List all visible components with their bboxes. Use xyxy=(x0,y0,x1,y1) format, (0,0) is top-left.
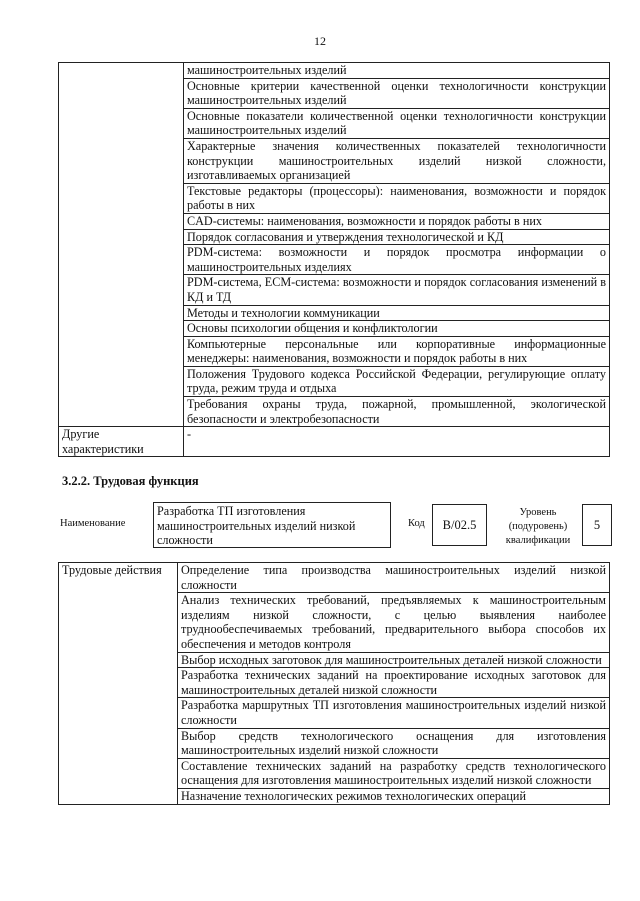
knowledge-item: CAD-системы: наименования, возможности и порядок работы в них xyxy=(184,213,610,229)
labor-action-item: Выбор исходных заготовок для машиностроительных деталей низкой сложности xyxy=(178,652,610,668)
labor-action-item: Составление технических заданий на разработку средств технологического оснащения для изготовления машиностроительных изделий низкой сложности xyxy=(178,758,610,788)
knowledge-table xyxy=(58,62,610,457)
labor-actions-table xyxy=(58,562,610,805)
page-number: 12 xyxy=(314,34,326,48)
knowledge-item: Основные показатели количественной оценки технологичности конструкции машиностроительных изделий xyxy=(184,108,610,138)
labor-actions-label: Трудовые действия xyxy=(59,563,178,805)
knowledge-item: Основы психологии общения и конфликтологии xyxy=(184,321,610,337)
knowledge-item: машиностроительных изделий xyxy=(184,63,610,79)
labor-action-item: Разработка маршрутных ТП изготовления машиностроительных изделий низкой сложности xyxy=(178,698,610,728)
knowledge-item: PDM-система, ECM-система: возможности и порядок согласования изменений в КД и ТД xyxy=(184,275,610,305)
knowledge-item: Требования охраны труда, пожарной, промышленной, экологической безопасности и электробезопасности xyxy=(184,397,610,427)
knowledge-item: Компьютерные персональные или корпоративные информационные менеджеры: наименования, возможности и порядок работы в них xyxy=(184,336,610,366)
knowledge-item: Порядок согласования и утверждения технологической и КД xyxy=(184,229,610,245)
table-row xyxy=(59,63,610,79)
table-row xyxy=(59,427,610,457)
knowledge-item: Основные критерии качественной оценки технологичности конструкции машиностроительных изделий xyxy=(184,78,610,108)
code-label: Код xyxy=(408,518,425,529)
labor-action-item: Определение типа производства машиностроительных изделий низкой сложности xyxy=(178,563,610,593)
name-label: Наименование xyxy=(60,518,126,529)
knowledge-item: Методы и технологии коммуникации xyxy=(184,305,610,321)
level-label: Уровень (подуровень) квалификации xyxy=(505,507,571,546)
row-label-empty xyxy=(59,63,184,427)
labor-action-item: Анализ технических требований, предъявляемых к машиностроительным изделиям низкой сложности, с целью выявления наиболее труднообеспечиваемых требований, предварительного выбора способов их обеспечения и методов контроля xyxy=(178,593,610,652)
knowledge-item: Положения Трудового кодекса Российской Федерации, регулирующие оплату труда, режим труда и отдыха xyxy=(184,366,610,396)
labor-action-item: Разработка технических заданий на проектирование исходных заготовок для машиностроительных деталей низкой сложности xyxy=(178,668,610,698)
knowledge-item: Характерные значения количественных показателей технологичности конструкции машиностроительных изделий низкой сложности, изготавливаемых организацией xyxy=(184,138,610,183)
level-box: 5 xyxy=(582,504,612,546)
knowledge-item: PDM-система: возможности и порядок просмотра информации о машиностроительных изделиях xyxy=(184,245,610,275)
other-characteristics-label: Другие характеристики xyxy=(59,427,184,457)
function-name-box: Разработка ТП изготовления машиностроительных изделий низкой сложности xyxy=(153,502,391,548)
knowledge-item: Текстовые редакторы (процессоры): наименования, возможности и порядок работы в них xyxy=(184,183,610,213)
section-title: 3.2.2. Трудовая функция xyxy=(62,474,199,488)
other-characteristics-value: - xyxy=(184,427,610,457)
labor-action-item: Назначение технологических режимов технологических операций xyxy=(178,788,610,804)
code-box: B/02.5 xyxy=(432,504,487,546)
labor-action-item: Выбор средств технологического оснащения для изготовления машиностроительных изделий низкой сложности xyxy=(178,728,610,758)
table-row xyxy=(59,563,610,593)
